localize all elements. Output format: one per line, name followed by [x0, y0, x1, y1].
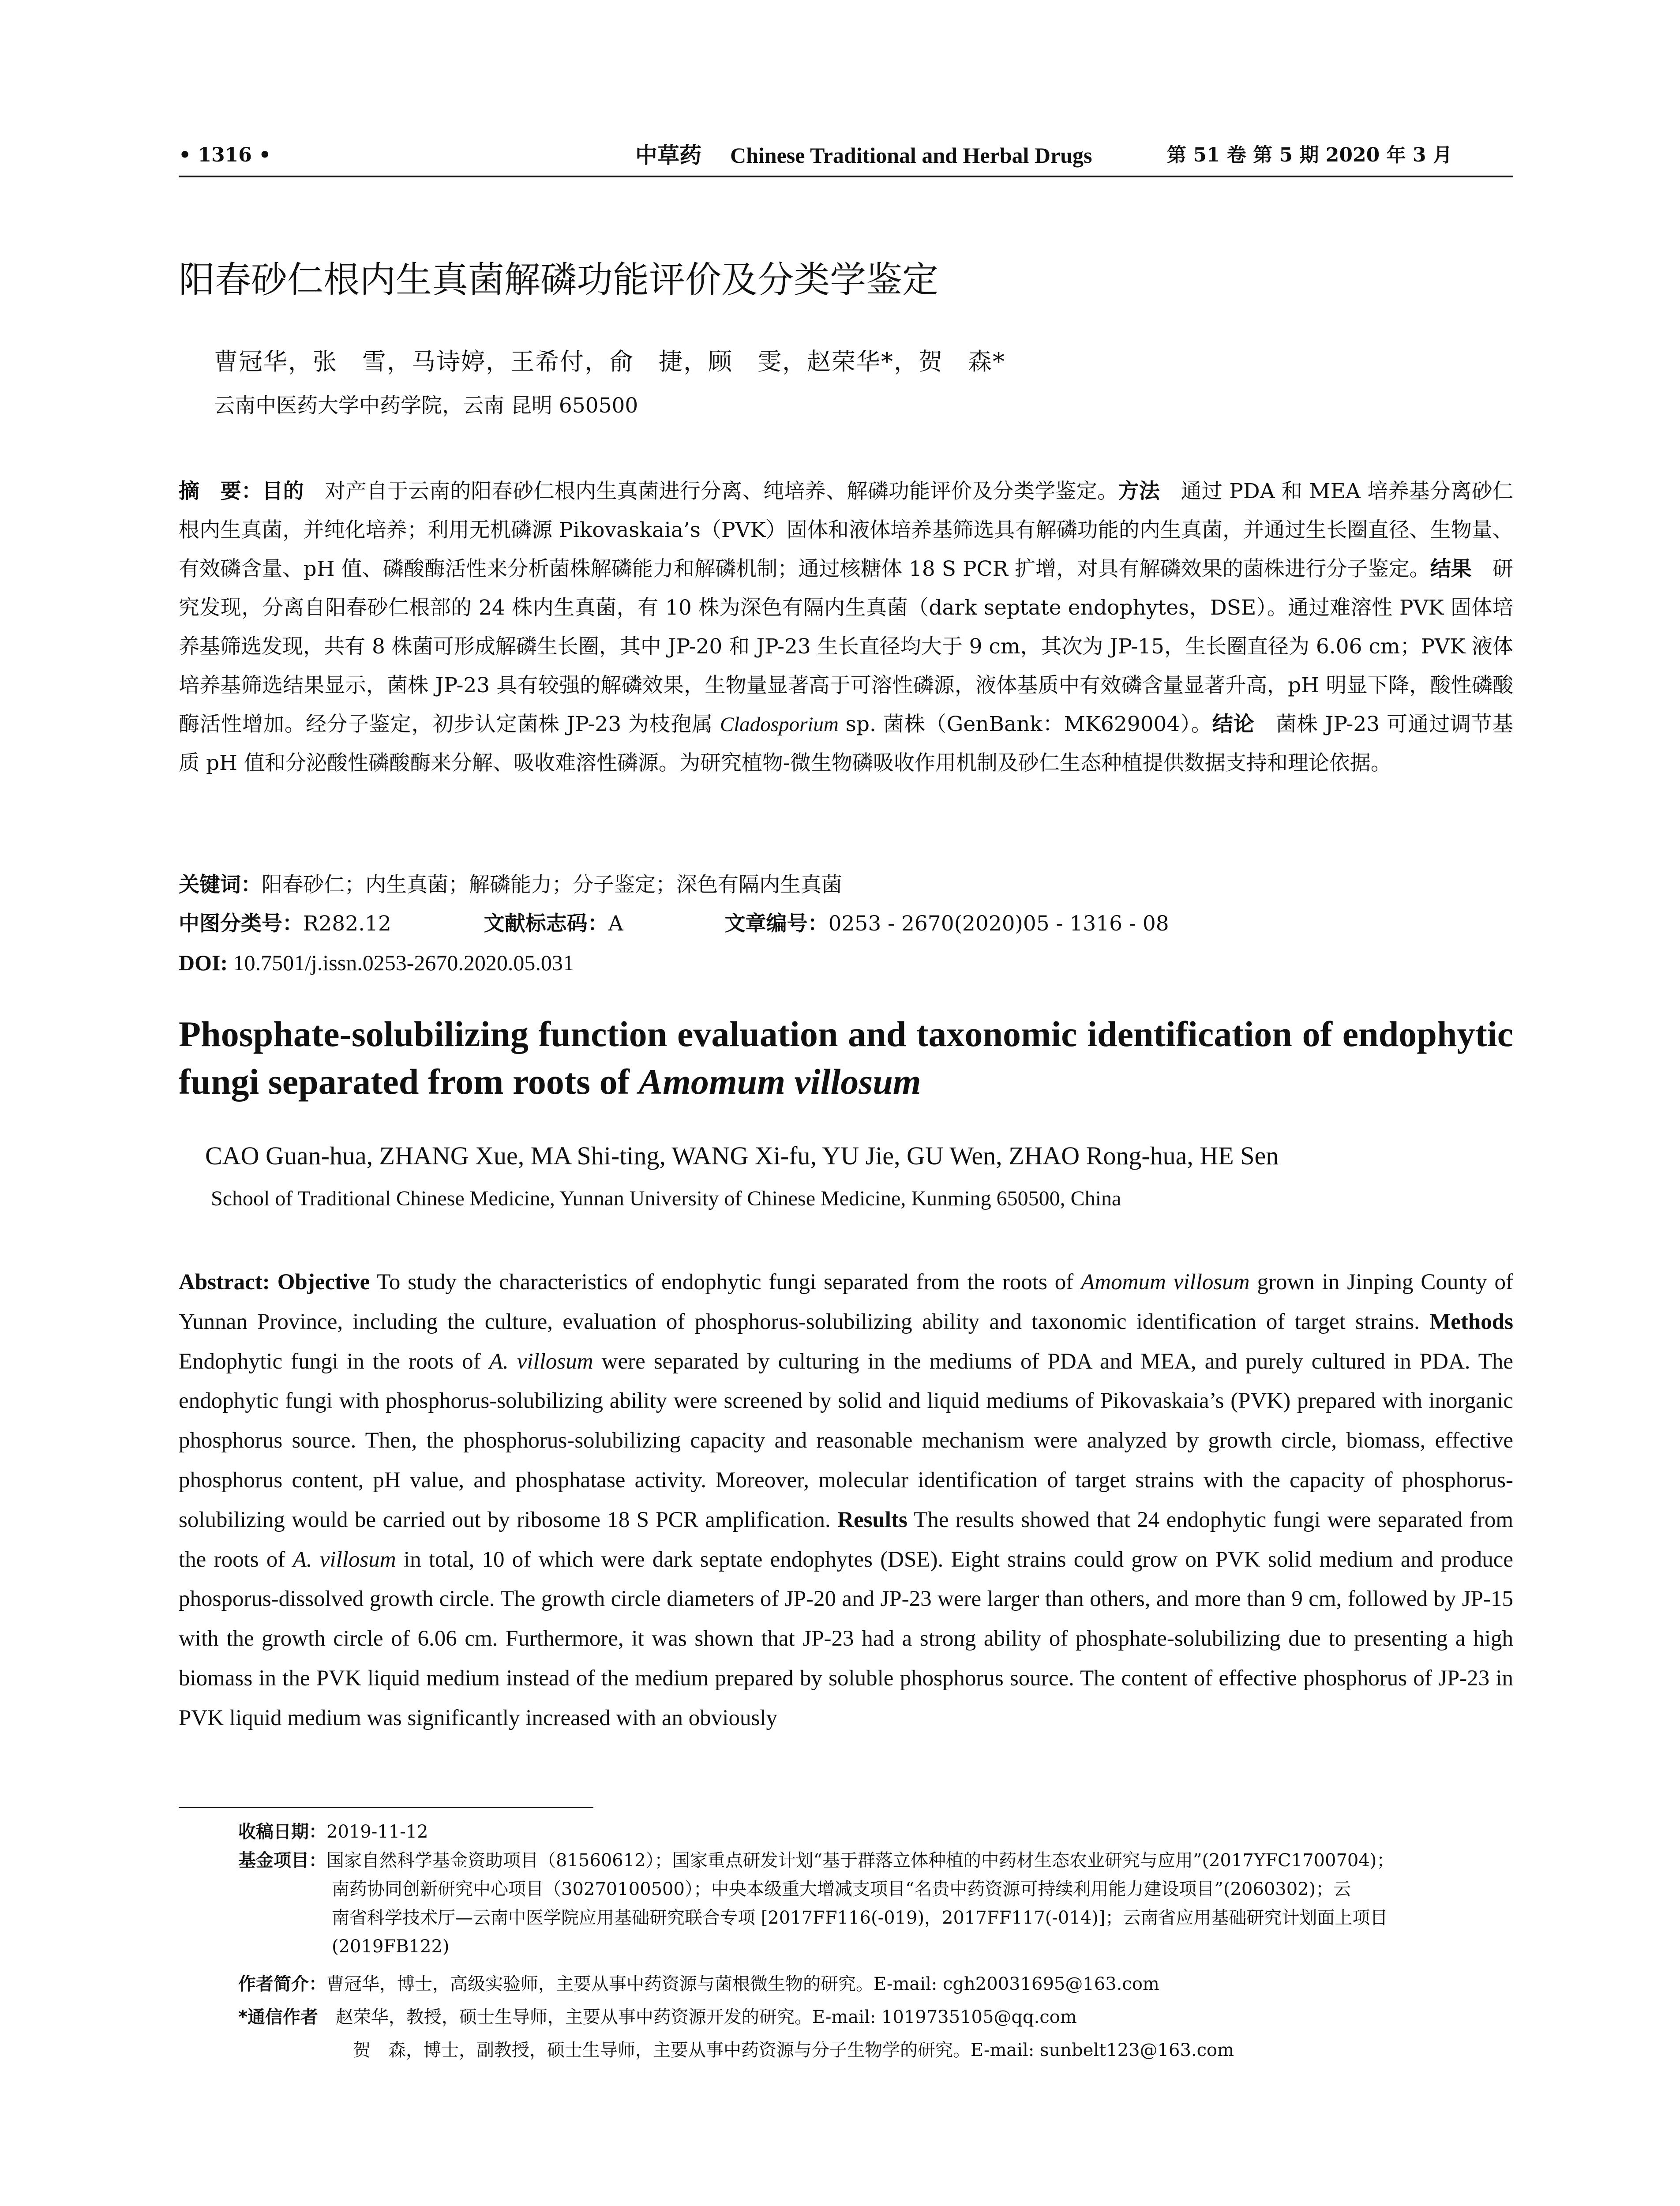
footnote-corresponding [238, 2005, 1077, 2029]
keywords-cn [179, 866, 842, 904]
article-title-en [179, 1010, 1513, 1106]
methods-text-en-2: were separated by culturing in the mediums of PDA and MEA, and purely cultured in PDA. The endophytic fungi with phosphorus-solubilizing ability were screened by solid and liquid mediums of Pikovaskaia’s (PVK) prepared with inorganic phosphorus source. Then, the phosphorus-solubilizing capacity and reasonable mechanism were analyzed by growth circle, biomass, effective phosphorus content, pH value, and phosphatase activity. Moreover, molecular identification of target strains with the capacity of phosphorus-solubilizing would be carried out by ribosome 18 S PCR amplification. [179, 1349, 1513, 1532]
objective-text-en-2: grown in Jinping County of Yunnan Province, including the culture, evaluation of phosphorus-solubilizing ability and taxonomic identification of target strains. [179, 1270, 1514, 1334]
keywords-label: 关键词： [179, 873, 262, 897]
genus-name: Cladosporium [720, 713, 839, 736]
classification-line [179, 904, 1169, 943]
footnote-rule [179, 1807, 593, 1808]
title-en-text: Phosphate-solubilizing function evaluation and taxonomic identification of endophytic fungi separated from roots of [179, 1014, 1513, 1102]
journal-name-cn: 中草药 [635, 142, 701, 168]
footnote-received [238, 1820, 428, 1844]
keywords-text: 阳春砂仁；内生真菌；解磷能力；分子鉴定；深色有隔内生真菌 [262, 873, 842, 897]
results-text-en: The results showed that 24 endophytic fungi were separated from the roots of [179, 1507, 1514, 1572]
methods-label-en: Methods [1429, 1309, 1513, 1334]
doc-code-label: 文献标志码： [484, 912, 608, 936]
authors-cn: 曹冠华，张 雪，马诗婷，王希付，俞 捷，顾 雯，赵荣华*，贺 森* [214, 348, 1005, 375]
doi-value: 10.7501/j.issn.0253-2670.2020.05.031 [228, 950, 574, 975]
methods-text-en: Endophytic fungi in the roots of [179, 1349, 489, 1374]
fund-line: (2019FB122) [332, 1936, 450, 1957]
header-rule [179, 176, 1513, 177]
authors-en: CAO Guan-hua, ZHANG Xue, MA Shi-ting, WANG Xi-fu, YU Jie, GU Wen, ZHAO Rong-hua, HE Sen [205, 1141, 1279, 1170]
abstract-cn [179, 472, 1513, 783]
objective-text-en: To study the characteristics of endophytic fungi separated from the roots of [370, 1270, 1081, 1294]
doc-code-value: A [608, 912, 623, 936]
clc-label: 中图分类号： [179, 912, 303, 936]
fund-line: 南省科学技术厅—云南中医学院应用基础研究联合专项 [2017FF116(-019)，2017FF117(-014)]；云南省应用基础研究计划面上项目 [332, 1908, 1388, 1928]
clc-value: R282.12 [303, 912, 391, 936]
received-date: 2019-11-12 [326, 1822, 428, 1842]
article-title-cn: 阳春砂仁根内生真菌解磷功能评价及分类学鉴定 [179, 259, 939, 301]
affiliation-en: School of Traditional Chinese Medicine, Yunnan University of Chinese Medicine, Kunming 650500, China [211, 1187, 1121, 1210]
corresponding-author: 赵荣华，教授，硕士生导师，主要从事中药资源开发的研究。E-mail: 1019735105@qq.com [335, 2007, 1077, 2027]
footnote-author [238, 1972, 1159, 1996]
conclusion-label-cn: 结论 [1212, 712, 1255, 736]
author-bio-label: 作者简介： [238, 1974, 326, 1994]
species-name: Amomum villosum [1081, 1270, 1250, 1294]
fund-line: 国家自然科学基金资助项目（81560612）；国家重点研发计划“基于群落立体种植的中药材生态农业研究与应用”(2017YFC1700704)； [326, 1850, 1395, 1871]
objective-text-cn: 对产自于云南的阳春砂仁根内生真菌进行分离、纯培养、解磷功能评价及分类学鉴定。 [325, 479, 1118, 503]
abstract-en [179, 1263, 1513, 1738]
corresponding-label: *通信作者 [238, 2007, 318, 2027]
author-bio: 曹冠华，博士，高级实验师，主要从事中药资源与菌根微生物的研究。E-mail: cgh20031695@163.com [326, 1974, 1159, 1994]
abstract-label-cn: 摘 要： [179, 479, 262, 503]
received-label: 收稿日期： [238, 1822, 326, 1842]
results-text-en-2: in total, 10 of which were dark septate endophytes (DSE). Eight strains could grow on PVK solid medium and produce phosporus-dissolved growth circle. The growth circle diameters of JP-20 and JP-23 were larger than others, and more than 9 cm, followed by JP-15 with the growth circle of 6.06 cm. Furthermore, it was shown that JP-23 had a strong ability of phosphate-solubilizing due to presenting a high biomass in the PVK liquid medium instead of the medium prepared by soluble phosphorus source. The content of effective phosphorus of JP-23 in PVK liquid medium was significantly increased with an obviously [179, 1547, 1513, 1730]
methods-label-cn: 方法 [1118, 479, 1160, 503]
fund-line: 南药协同创新研究中心项目（30270100500）；中央本级重大增减支项目“名贵中药资源可持续利用能力建设项目”(2060302)；云 [332, 1879, 1351, 1899]
species-abbrev: A. villosum [489, 1349, 593, 1374]
corresponding-author: 贺 森，博士，副教授，硕士生导师，主要从事中药资源与分子生物学的研究。E-mail: sunbelt123@163.com [353, 2040, 1234, 2060]
results-text-cn-2: sp. 菌株（GenBank：MK629004）。 [838, 712, 1212, 736]
fund-label: 基金项目： [238, 1850, 326, 1871]
results-label-en: Results [837, 1507, 908, 1532]
article-number-value: 0253 - 2670(2020)05 - 1316 - 08 [828, 912, 1169, 936]
affiliation-cn: 云南中医药大学中药学院，云南 昆明 650500 [214, 394, 638, 418]
results-label-cn: 结果 [1430, 557, 1472, 581]
page-number: • 1316 • [179, 144, 271, 166]
doi-line [179, 943, 574, 982]
methods-text-cn: 通过 PDA 和 MEA 培养基分离砂仁根内生真菌，并纯化培养；利用无机磷源 Pikovaskaia’s（PVK）固体和液体培养基筛选具有解磷功能的内生真菌，并通过生长圈直径、生物量、有效磷含量、pH 值、磷酸酶活性来分析菌株解磷能力和解磷机制；通过核糖体 18 S PCR 扩增，对具有解磷效果的菌株进行分子鉴定。 [179, 479, 1514, 581]
article-number-label: 文章编号： [724, 912, 829, 936]
objective-label-cn: 目的 [262, 479, 304, 503]
journal-name-en: Chinese Traditional and Herbal Drugs [730, 143, 1092, 168]
abstract-objective-label-en: Abstract: Objective [179, 1270, 370, 1294]
species-abbrev: A. villosum [292, 1547, 396, 1572]
doi-label: DOI: [179, 950, 228, 975]
running-header [179, 142, 1513, 169]
issue-info: 第 51 卷 第 5 期 2020 年 3 月 [1167, 144, 1452, 166]
conclusion-text-cn: 菌株 JP-23 可通过调节基质 pH 值和分泌酸性磷酸酶来分解、吸收难溶性磷源。为研究植物-微生物磷吸收作用机制及砂仁生态种植提供数据支持和理论依据。 [179, 712, 1514, 775]
title-en-species: Amomum villosum [638, 1062, 921, 1102]
results-text-cn: 研究发现，分离自阳春砂仁根部的 24 株内生真菌，有 10 株为深色有隔内生真菌（dark septate endophytes，DSE）。通过难溶性 PVK 固体培养基筛选发现，共有 8 株菌可形成解磷生长圈，其中 JP-20 和 JP-23 生长直径均大于 9 cm，其次为 JP-15，生长圈直径为 6.06 cm；PVK 液体培养基筛选结果显示，菌株 JP-23 具有较强的解磷效果，生物量显著高于可溶性磷源，液体基质中有效磷含量显著升高，pH 明显下降，酸性磷酸酶活性增加。经分子鉴定，初步认定菌株 JP-23 为枝孢属 [179, 557, 1514, 736]
footnote-fund [238, 1849, 1394, 1872]
